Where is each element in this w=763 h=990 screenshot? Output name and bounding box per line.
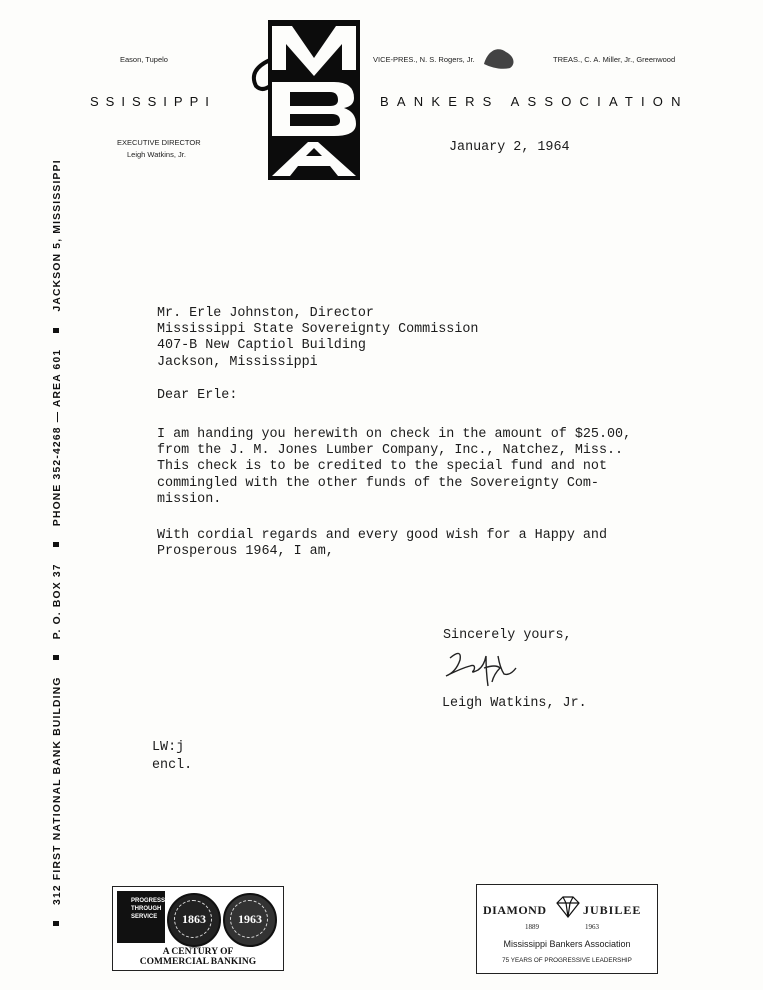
year-1963: 1963 <box>238 912 262 926</box>
exec-name: Leigh Watkins, Jr. <box>127 150 186 159</box>
century-caption-2: COMMERCIAL BANKING <box>139 957 257 967</box>
century-caption-1: A CENTURY OF <box>162 947 234 957</box>
address-line: Jackson, Mississippi <box>157 354 318 370</box>
body-line: Prosperous 1964, I am, <box>157 544 334 560</box>
bullet-square <box>53 655 59 660</box>
side-address <box>52 138 63 938</box>
side-address-street: 312 FIRST NATIONAL BANK BUILDING <box>52 676 63 905</box>
jubilee-year-start: 1889 <box>525 923 539 931</box>
jubilee-seal <box>476 884 658 974</box>
body-paragraph-1 <box>157 427 631 508</box>
jubilee-word-left: DIAMOND <box>483 903 547 917</box>
body-line: from the J. M. Jones Lumber Company, Inc., Natchez, Miss.. <box>157 443 624 459</box>
coin-1963 <box>223 893 277 947</box>
body-paragraph-2 <box>157 528 607 560</box>
handwritten-signature <box>440 646 520 690</box>
bullet-square <box>53 542 59 547</box>
jubilee-tagline: 75 YEARS OF PROGRESSIVE LEADERSHIP <box>502 957 632 964</box>
letter-date: January 2, 1964 <box>449 140 570 155</box>
badge-line: SERVICE <box>131 914 158 920</box>
side-address-city: JACKSON 5, MISSISSIPPI <box>52 159 63 312</box>
org-name-left: SSISSIPPI <box>90 94 216 109</box>
reference-initials: LW:j <box>152 740 185 755</box>
mba-logo-letters <box>246 20 360 180</box>
salutation: Dear Erle: <box>157 388 238 403</box>
vice-president: VICE-PRES., N. S. Rogers, Jr. <box>373 55 475 64</box>
bullet-square <box>53 921 59 926</box>
side-address-phone: PHONE 352-4268 — AREA 601 <box>52 348 63 527</box>
inside-address <box>157 306 478 371</box>
treasurer: TREAS., C. A. Miller, Jr., Greenwood <box>553 55 676 64</box>
address-line: Mississippi State Sovereignty Commission <box>157 322 479 338</box>
badge-line: THROUGH <box>131 906 162 912</box>
jubilee-year-end: 1963 <box>585 923 599 931</box>
exec-title: EXECUTIVE DIRECTOR <box>117 138 201 147</box>
body-line: With cordial regards and every good wish for a Happy and <box>157 528 607 543</box>
body-line: commingled with the other funds of the Sovereignty Com- <box>157 475 599 491</box>
address-line: 407-B New Captiol Building <box>157 338 366 354</box>
enclosure-note: encl. <box>152 758 193 773</box>
body-line: mission. <box>157 491 222 507</box>
org-name-right: BANKERS ASSOCIATION <box>380 94 689 109</box>
coin-1863 <box>167 893 221 947</box>
body-line: I am handing you herewith on check in the amount of $25.00, <box>157 427 632 442</box>
bullet-square <box>53 328 59 333</box>
year-1863: 1863 <box>182 912 206 926</box>
badge-line: PROGRESS <box>131 898 166 904</box>
signature-name: Leigh Watkins, Jr. <box>442 696 587 711</box>
closing: Sincerely yours, <box>443 628 572 643</box>
mba-logo <box>246 20 360 180</box>
officer-left: Eason, Tupelo <box>120 55 168 64</box>
side-address-box: P. O. BOX 37 <box>52 563 63 640</box>
century-badge <box>117 891 165 943</box>
diamond-icon <box>554 895 582 919</box>
jubilee-org: Mississippi Bankers Association <box>503 939 631 949</box>
body-line: This check is to be credited to the special fund and not <box>157 459 607 475</box>
century-seal <box>112 886 284 971</box>
address-line: Mr. Erle Johnston, Director <box>157 306 374 321</box>
thumbprint-blot-icon <box>480 44 520 70</box>
jubilee-word-right: JUBILEE <box>583 903 642 917</box>
